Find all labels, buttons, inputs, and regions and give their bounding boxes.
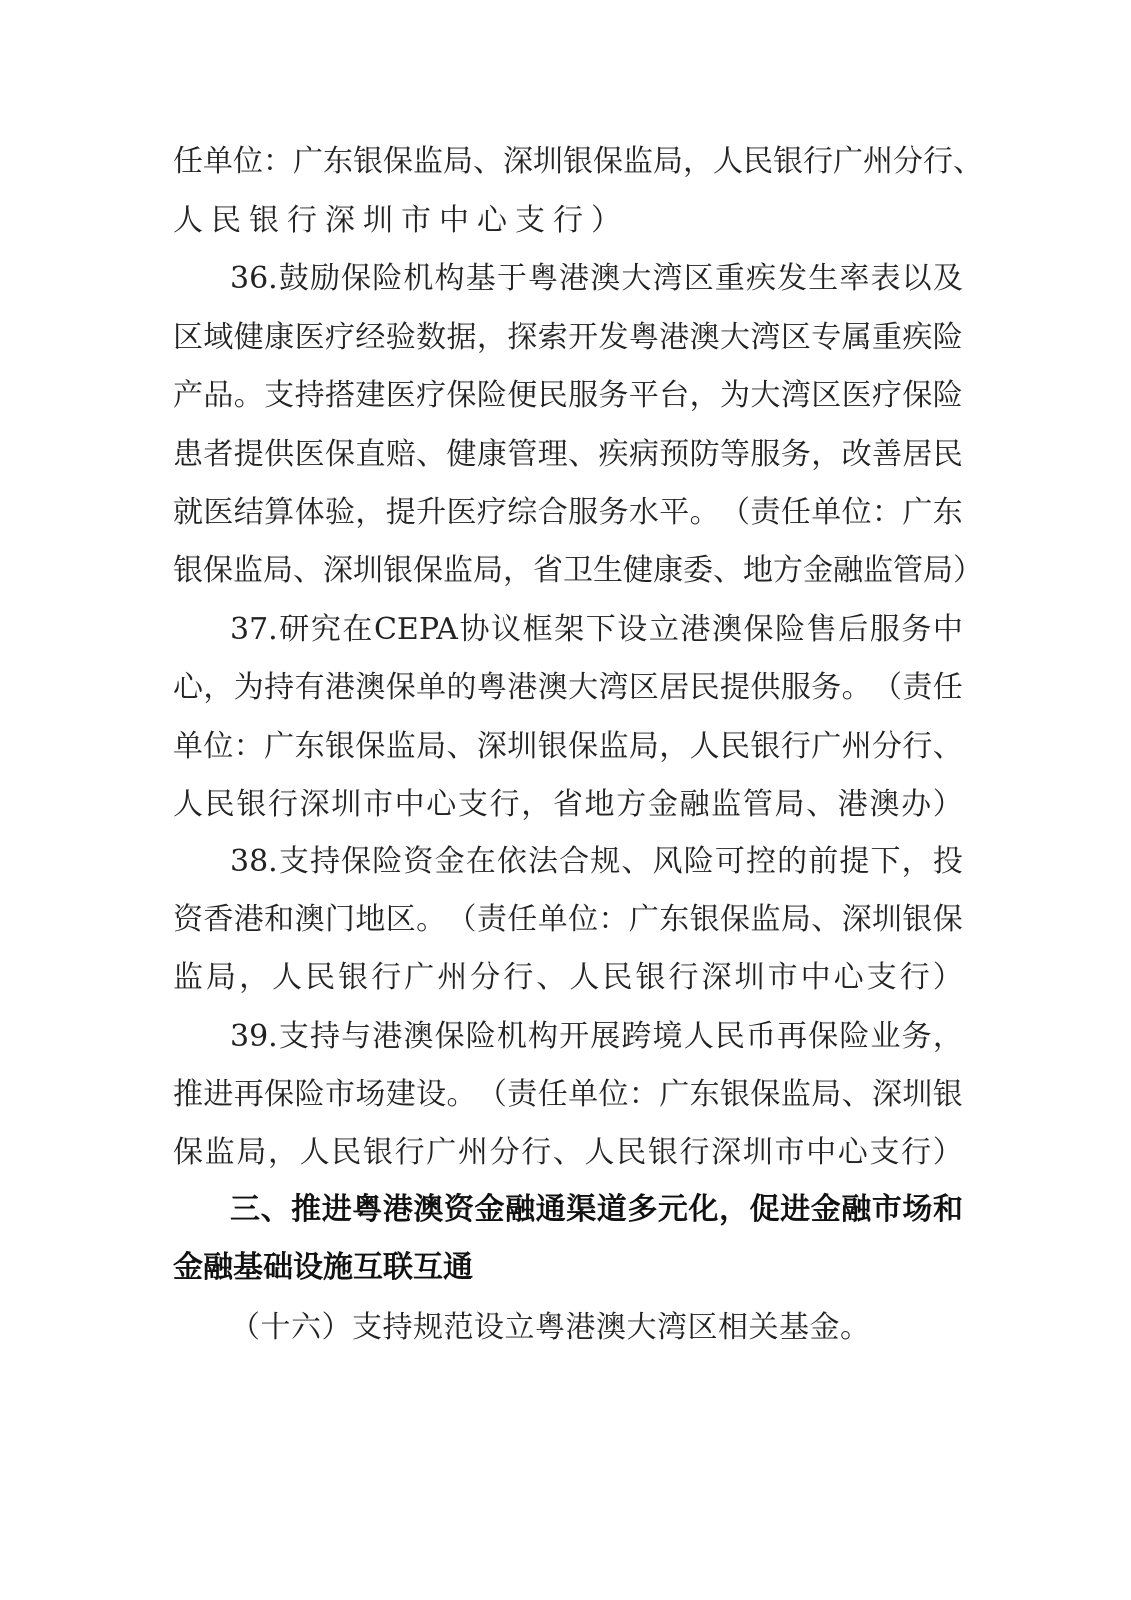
text-line: 人 民 银 行 深 圳 市 中 心 支 行 ， 省 地 方 金 融 监 管 局 、 港 澳 办 ） [173,787,963,822]
item-39-line: 39. 支 持 与 港 澳 保 险 机 构 开 展 跨 境 人 民 币 再 保 险 业 务 ， [230,1019,963,1054]
text-line: 保 监 局 ， 人 民 银 行 广 州 分 行 、 人 民 银 行 深 圳 市 中 心 支 行 ） [173,1135,963,1170]
text-line: 患 者 提 供 医 保 直 赔 、 健 康 管 理 、 疾 病 预 防 等 服 务 ， 改 善 居 民 [173,437,963,472]
item-37-line: 37. 研 究 在 CEPA 协 议 框 架 下 设 立 港 澳 保 险 售 后 服 务 中 [230,612,963,647]
section-heading-cont: 金融基础设施互联互通 [173,1250,473,1285]
text-line: 监 局 ， 人 民 银 行 广 州 分 行 、 人 民 银 行 深 圳 市 中 心 支 行 ） [173,960,963,995]
text-line: 任 单 位 ： 广 东 银 保 监 局 、 深 圳 银 保 监 局 ， 人 民 银 行 广 州 分 行 、 [173,144,983,179]
text-line: 人民银行深圳市中心支行） [173,203,629,238]
item-36-line: 36. 鼓 励 保 险 机 构 基 于 粤 港 澳 大 湾 区 重 疾 发 生 率 表 以 及 [230,261,963,296]
text-line: 资 香 港 和 澳 门 地 区 。 （ 责 任 单 位 ： 广 东 银 保 监 局 、 深 圳 银 保 [173,902,963,937]
text-line: 单 位 ： 广 东 银 保 监 局 、 深 圳 银 保 监 局 ， 人 民 银 行 广 州 分 行 、 [173,729,963,764]
text-line: 就 医 结 算 体 验 ， 提 升 医 疗 综 合 服 务 水 平 。 （ 责 任 单 位 ： 广 东 [173,495,963,530]
text-line: 区 域 健 康 医 疗 经 验 数 据 ， 探 索 开 发 粤 港 澳 大 湾 区 专 属 重 疾 险 [173,320,963,355]
section-heading: 三 、 推 进 粤 港 澳 资 金 融 通 渠 道 多 元 化 ， 促 进 金 融 市 场 和 [230,1192,963,1227]
text-line: 产 品 。 支 持 搭 建 医 疗 保 险 便 民 服 务 平 台 ， 为 大 湾 区 医 疗 保 险 [173,378,963,413]
text-line: 银 保 监 局 、 深 圳 银 保 监 局 ， 省 卫 生 健 康 委 、 地 方 金 融 监 管 局 ） [173,553,983,588]
text-line: 推 进 再 保 险 市 场 建 设 。 （ 责 任 单 位 ： 广 东 银 保 监 局 、 深 圳 银 [173,1077,963,1112]
subsection-heading: （ 十 六 ） 支 持 规 范 设 立 粤 港 澳 大 湾 区 相 关 基 金 。 [230,1310,870,1345]
text-line: 心 ， 为 持 有 港 澳 保 单 的 粤 港 澳 大 湾 区 居 民 提 供 服 务 。 （ 责 任 [173,670,963,705]
item-38-line: 38. 支 持 保 险 资 金 在 依 法 合 规 、 风 险 可 控 的 前 提 下 ， 投 [230,844,963,879]
